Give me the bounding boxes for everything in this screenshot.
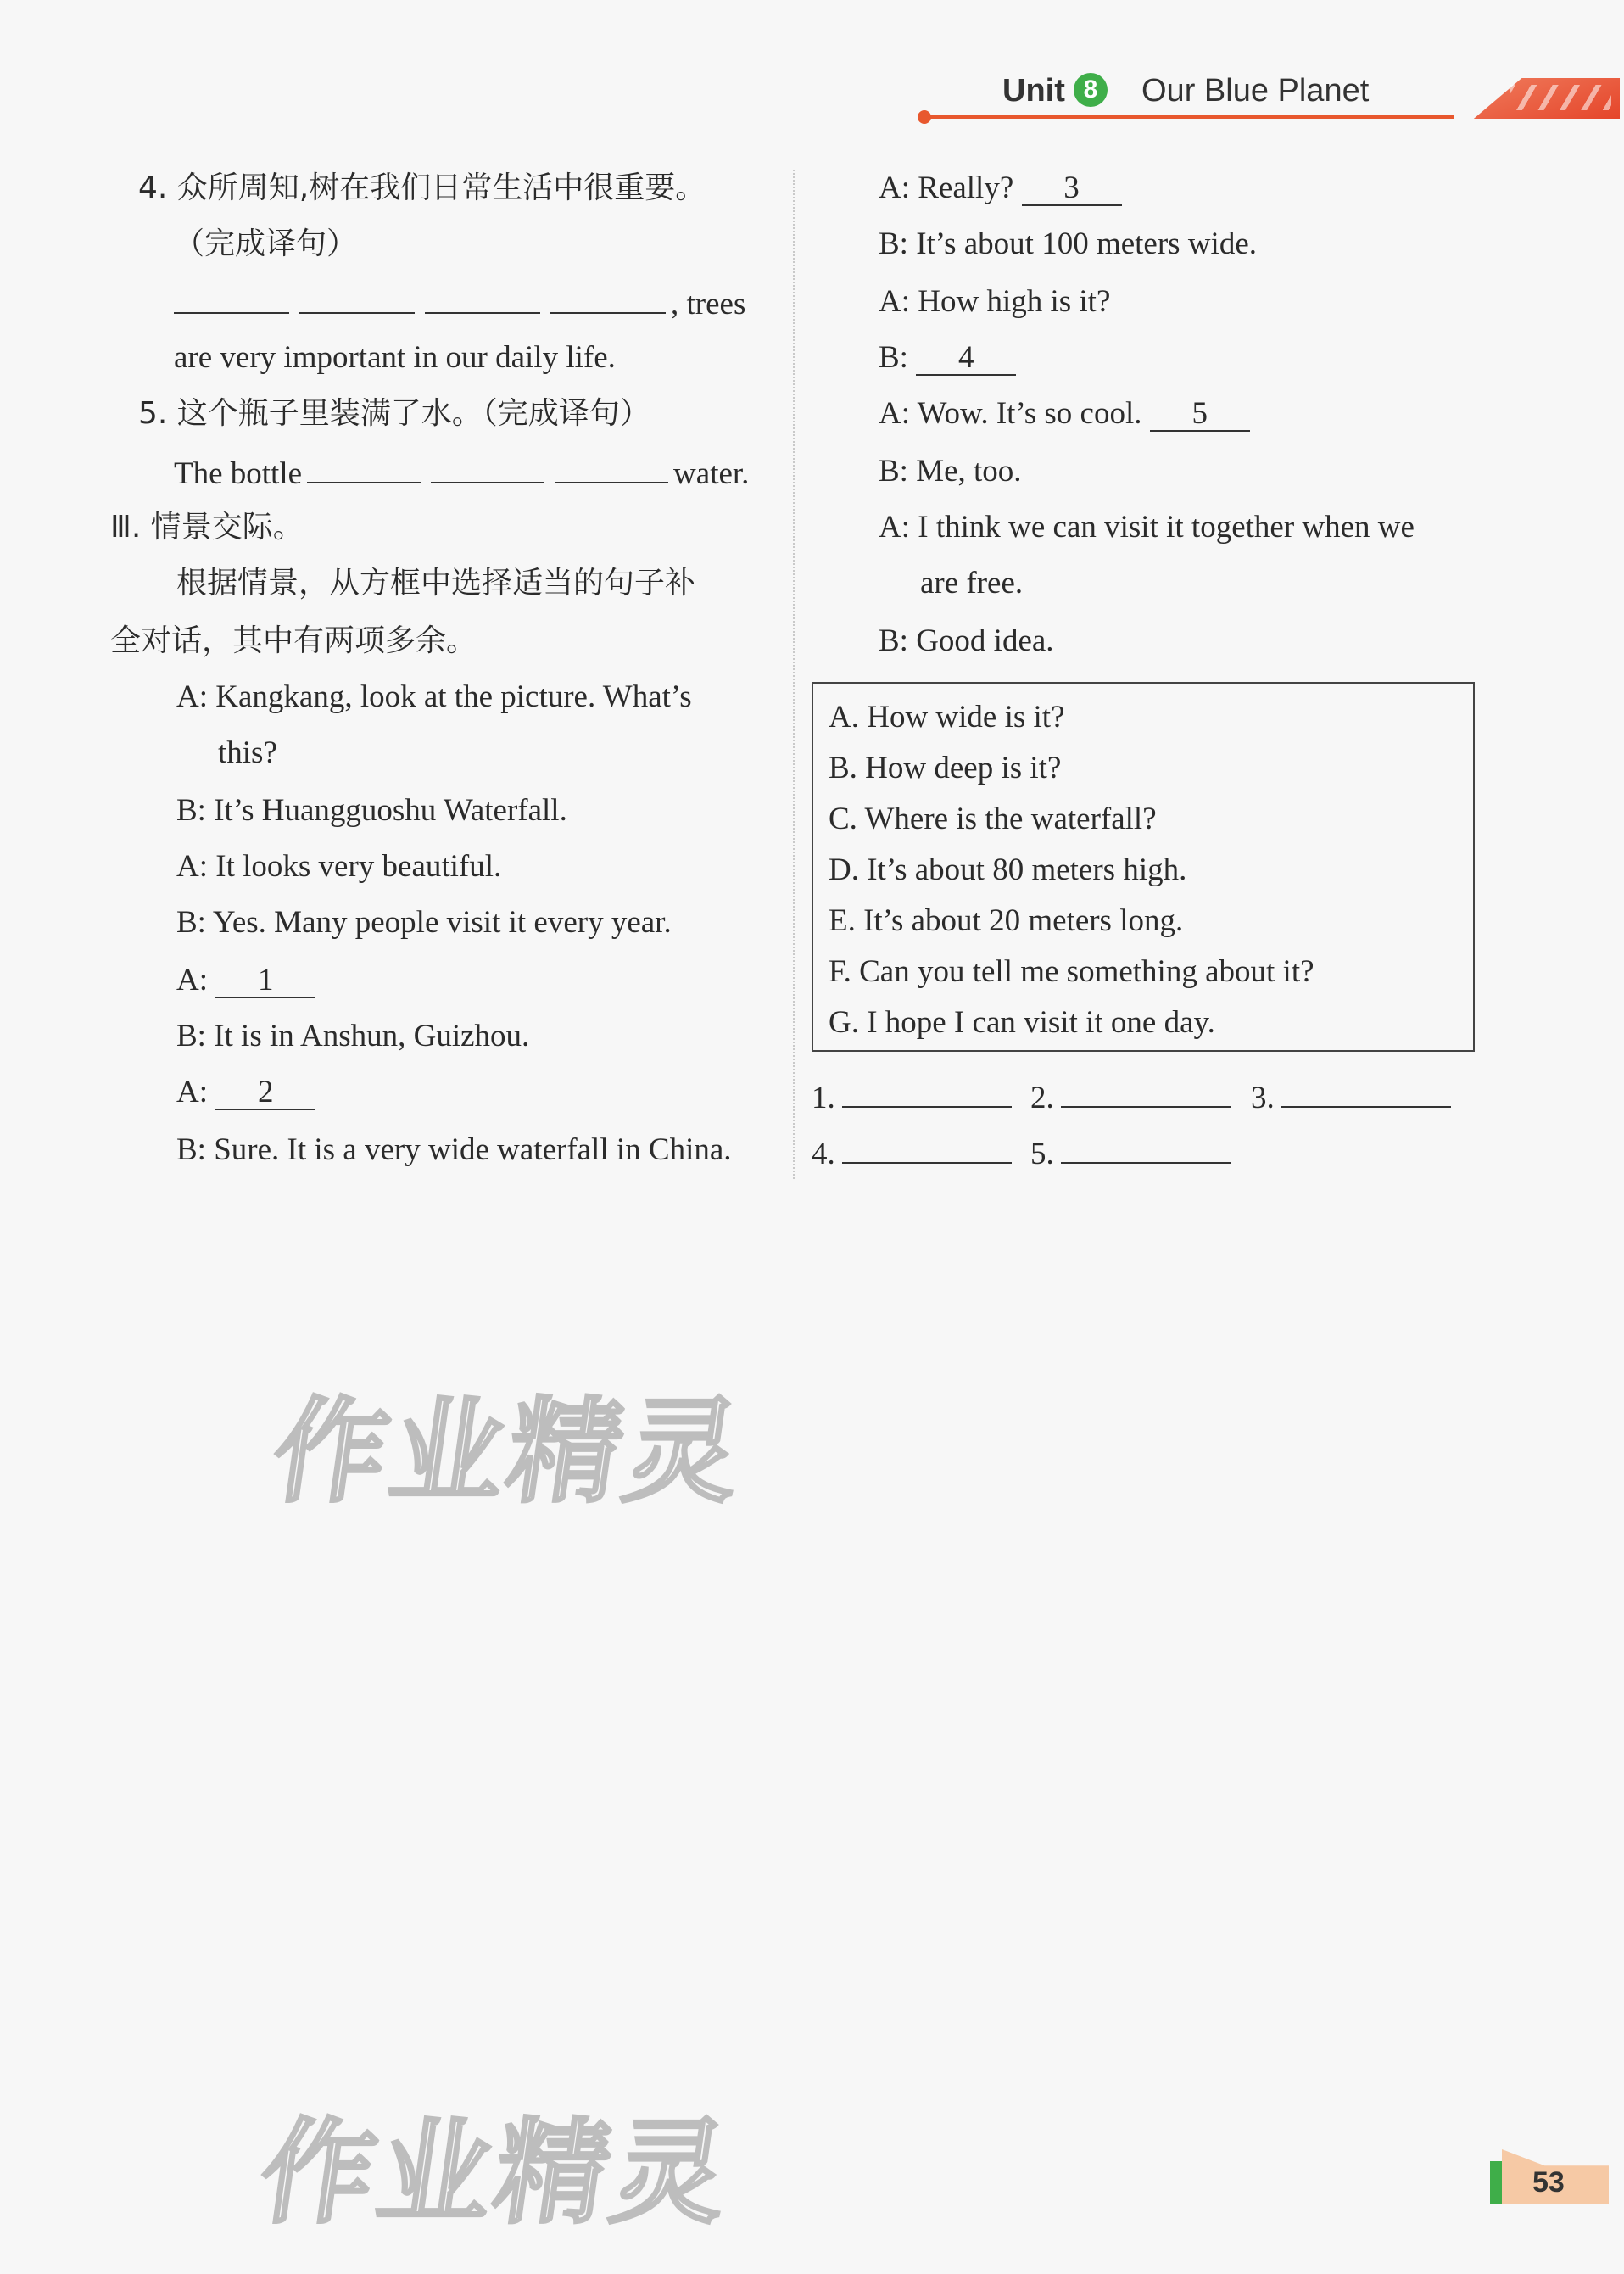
q4-tail: , trees bbox=[671, 287, 746, 321]
answer-field-5[interactable]: 5. bbox=[1030, 1131, 1231, 1172]
q4-line4: are very important in our daily life. bbox=[174, 340, 616, 375]
option-e: E. It’s about 20 meters long. bbox=[829, 903, 1184, 938]
option-f: F. Can you tell me something about it? bbox=[829, 954, 1314, 989]
dialogue-line: B: It is in Anshun, Guizhou. bbox=[176, 1019, 530, 1053]
header-dot bbox=[918, 110, 931, 124]
q5-sentence bbox=[174, 453, 749, 493]
answer-field-4[interactable]: 4. bbox=[812, 1131, 1012, 1172]
dialogue-line: B: Yes. Many people visit it every year. bbox=[176, 905, 672, 940]
dialogue-line-blank-4: B: 4 bbox=[879, 339, 1016, 377]
answer-blank-2[interactable]: 2 bbox=[215, 1076, 315, 1110]
unit-number-badge: 8 bbox=[1074, 73, 1108, 107]
column-divider bbox=[793, 170, 795, 1179]
dialogue-line: this? bbox=[218, 735, 277, 770]
option-g: G. I hope I can visit it one day. bbox=[829, 1005, 1215, 1040]
section-3-instruction-1: 根据情景，从方框中选择适当的句子补 bbox=[176, 566, 696, 601]
q4-blank-4[interactable] bbox=[550, 283, 666, 314]
option-b: B. How deep is it? bbox=[829, 751, 1062, 785]
dialogue-line: A: How high is it? bbox=[879, 284, 1111, 319]
dialogue-line: are free. bbox=[920, 566, 1024, 601]
q5-suffix: water. bbox=[673, 456, 750, 491]
dialogue-line: B: Sure. It is a very wide waterfall in China. bbox=[176, 1132, 732, 1167]
unit-label: Unit bbox=[1002, 73, 1065, 109]
page-number-tab bbox=[1490, 2149, 1609, 2207]
q4-blanks-line bbox=[174, 283, 745, 323]
dialogue-line-blank-1: A: 1 bbox=[176, 962, 315, 999]
q5-prompt: 5. 这个瓶子里装满了水。（完成译句） bbox=[138, 396, 650, 431]
options-box bbox=[812, 682, 1475, 1052]
dialogue-line: B: It’s about 100 meters wide. bbox=[879, 226, 1257, 261]
section-3-title: Ⅲ. 情景交际。 bbox=[110, 510, 304, 545]
watermark-logo: 作业精灵 bbox=[265, 1386, 752, 1518]
answer-field-2[interactable]: 2. bbox=[1030, 1076, 1231, 1116]
header-rule bbox=[924, 115, 1454, 119]
dialogue-line: B: Good idea. bbox=[879, 623, 1054, 658]
answer-blank-4[interactable]: 4 bbox=[916, 342, 1016, 376]
answer-blank-1[interactable]: 1 bbox=[215, 964, 315, 998]
page-number: 53 bbox=[1532, 2166, 1565, 2199]
dialogue-line: B: Me, too. bbox=[879, 454, 1022, 489]
dialogue-line: A: Kangkang, look at the picture. What’s bbox=[176, 679, 692, 714]
answer-blank-3[interactable]: 3 bbox=[1022, 172, 1122, 206]
q4-blank-2[interactable] bbox=[299, 283, 415, 314]
q5-blank-2[interactable] bbox=[431, 453, 544, 483]
dialogue-line-blank-5: A: Wow. It’s so cool. 5 bbox=[879, 395, 1250, 433]
dialogue-line: B: It’s Huangguoshu Waterfall. bbox=[176, 793, 567, 828]
dialogue-line-blank-2: A: 2 bbox=[176, 1074, 315, 1111]
option-d: D. It’s about 80 meters high. bbox=[829, 852, 1187, 887]
dialogue-line: A: I think we can visit it together when we bbox=[879, 510, 1415, 545]
q4-prompt: 4. 众所周知,树在我们日常生活中很重要。 bbox=[138, 170, 706, 205]
answer-blank-5[interactable]: 5 bbox=[1150, 398, 1250, 432]
q4-instruction: （完成译句） bbox=[174, 226, 358, 261]
q5-blank-3[interactable] bbox=[555, 453, 668, 483]
q4-blank-3[interactable] bbox=[425, 283, 540, 314]
watermark-logo-bottom: 作业精灵 bbox=[252, 2107, 739, 2239]
header-hatch bbox=[1510, 85, 1611, 110]
answer-field-3[interactable]: 3. bbox=[1251, 1076, 1451, 1116]
option-c: C. Where is the waterfall? bbox=[829, 802, 1157, 836]
section-3-instruction-2: 全对话，其中有两项多余。 bbox=[110, 623, 477, 658]
unit-title: Our Blue Planet bbox=[1141, 73, 1370, 109]
q5-blank-1[interactable] bbox=[307, 453, 421, 483]
unit-header bbox=[924, 64, 1620, 124]
option-a: A. How wide is it? bbox=[829, 700, 1065, 735]
dialogue-line: A: It looks very beautiful. bbox=[176, 849, 502, 884]
q4-blank-1[interactable] bbox=[174, 283, 289, 314]
q5-prefix: The bottle bbox=[174, 456, 303, 491]
dialogue-line-blank-3: A: Really? 3 bbox=[879, 170, 1122, 207]
answer-field-1[interactable]: 1. bbox=[812, 1076, 1012, 1116]
